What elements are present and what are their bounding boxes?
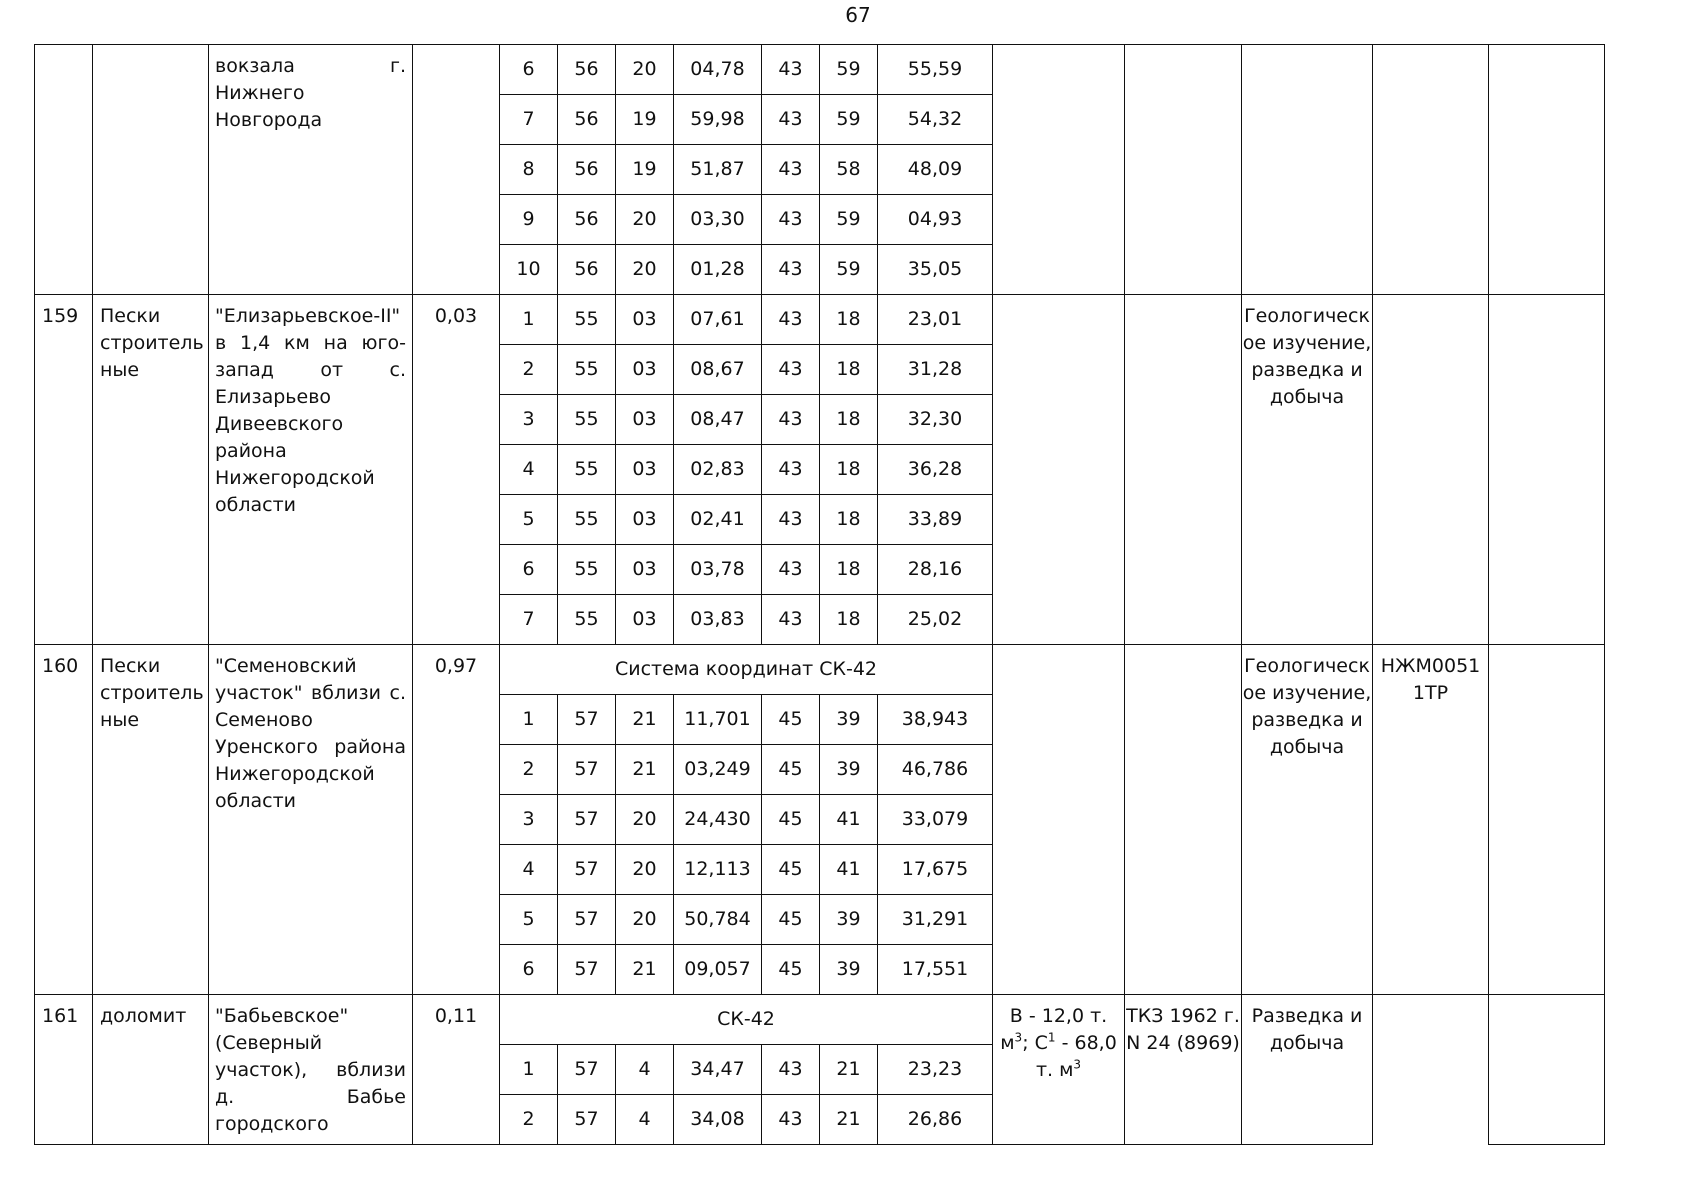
note [1489,45,1605,295]
license-number [1373,995,1489,1145]
coordinate-cell: 01,28 [674,245,762,295]
coordinate-cell: 10 [500,245,558,295]
coordinate-cell: 19 [616,95,674,145]
coordinate-cell: 55 [558,445,616,495]
coordinate-cell: 2 [500,1095,558,1145]
record-number: 159 [35,295,93,645]
coordinate-cell: 31,28 [878,345,993,395]
coordinate-cell: 25,02 [878,595,993,645]
coordinate-cell: 24,430 [674,795,762,845]
coordinate-cell: 57 [558,1045,616,1095]
coordinate-cell: 07,61 [674,295,762,345]
coordinate-cell: 57 [558,895,616,945]
coordinate-cell: 1 [500,695,558,745]
purpose: Разведка и добыча [1242,995,1373,1145]
coordinate-cell: 56 [558,145,616,195]
coordinate-cell: 55 [558,345,616,395]
coordinate-cell: 02,41 [674,495,762,545]
coordinate-cell: 45 [762,795,820,845]
coordinate-cell: 18 [820,445,878,495]
coordinate-cell: 23,01 [878,295,993,345]
coordinate-cell: 55 [558,295,616,345]
coordinate-cell: 6 [500,945,558,995]
deposit-area: 0,03 [413,295,500,645]
coordinate-cell: 59 [820,45,878,95]
coordinate-cell: 43 [762,395,820,445]
coordinate-cell: 59 [820,195,878,245]
coordinate-cell: 31,291 [878,895,993,945]
coordinate-cell: 59 [820,95,878,145]
purpose: Геологическ ое изучение, разведка и добыча [1242,645,1373,995]
coordinate-cell: 04,93 [878,195,993,245]
license-number [1373,45,1489,295]
coordinate-cell: 41 [820,845,878,895]
coordinate-cell: 43 [762,495,820,545]
coordinate-cell: 56 [558,45,616,95]
coordinate-cell: 20 [616,895,674,945]
coordinate-cell: 21 [820,1045,878,1095]
coordinate-cell: 2 [500,745,558,795]
coordinate-cell: 43 [762,295,820,345]
coordinate-cell: 02,83 [674,445,762,495]
coordinate-cell: 34,47 [674,1045,762,1095]
purpose: Геологическ ое изучение, разведка и добыча [1242,295,1373,645]
coordinate-cell: 7 [500,595,558,645]
coordinate-cell: 03,78 [674,545,762,595]
reserves-sup2: 1 [1047,1030,1056,1045]
reserves [993,645,1125,995]
coordinate-cell: 43 [762,445,820,495]
mineral-type: Пески строитель ные [93,295,209,645]
record-number [35,45,93,295]
coordinate-cell: 43 [762,45,820,95]
coordinate-cell: 33,89 [878,495,993,545]
coordinate-cell: 19 [616,145,674,195]
coordinate-cell: 39 [820,945,878,995]
coordinate-cell: 46,786 [878,745,993,795]
coordinate-cell: 55,59 [878,45,993,95]
deposits-table [34,44,1605,1145]
coordinate-cell: 5 [500,895,558,945]
coordinate-cell: 03 [616,445,674,495]
coordinate-cell: 33,079 [878,795,993,845]
coordinate-cell: 18 [820,295,878,345]
coordinate-cell: 32,30 [878,395,993,445]
coordinate-cell: 57 [558,745,616,795]
reserves-part1: В - 12,0 т. м [1000,1005,1108,1054]
record-number: 160 [35,645,93,995]
coordinate-cell: 43 [762,1045,820,1095]
coordinate-cell: 3 [500,795,558,845]
reserves [993,995,1125,1145]
note [1489,645,1605,995]
coordinate-cell: 45 [762,945,820,995]
coordinate-cell: 43 [762,95,820,145]
coordinate-cell: 23,23 [878,1045,993,1095]
coordinate-system-label: СК-42 [500,995,993,1045]
mineral-type: Пески строитель ные [93,645,209,995]
coordinate-cell: 20 [616,195,674,245]
coordinate-cell: 20 [616,45,674,95]
coordinate-cell: 03,83 [674,595,762,645]
coordinate-cell: 9 [500,195,558,245]
coordinate-cell: 56 [558,195,616,245]
coordinate-cell: 1 [500,295,558,345]
coordinate-system-label: Система координат СК-42 [500,645,993,695]
coordinate-cell: 36,28 [878,445,993,495]
coordinate-cell: 21 [616,745,674,795]
coordinate-cell: 43 [762,545,820,595]
coordinate-cell: 43 [762,195,820,245]
deposit-location: "Семеновский участок" вблизи с. Семеново Уренского района Нижегородской области [209,645,413,995]
coordinate-cell: 7 [500,95,558,145]
coordinate-cell: 03 [616,395,674,445]
record-row [35,45,1605,95]
coordinate-cell: 34,08 [674,1095,762,1145]
mineral-type: доломит [93,995,209,1145]
coordinate-cell: 17,551 [878,945,993,995]
coordinate-cell: 08,47 [674,395,762,445]
coordinate-cell: 57 [558,845,616,895]
reserves [993,45,1125,295]
coordinate-cell: 43 [762,145,820,195]
coordinate-cell: 17,675 [878,845,993,895]
coordinate-cell: 56 [558,95,616,145]
reserves-sup1: 3 [1014,1030,1023,1045]
coordinate-cell: 45 [762,895,820,945]
coordinate-cell: 45 [762,845,820,895]
coordinate-cell: 03,249 [674,745,762,795]
coordinate-cell: 38,943 [878,695,993,745]
coordinate-cell: 03 [616,295,674,345]
deposit-area: 0,97 [413,645,500,995]
coordinate-cell: 57 [558,695,616,745]
coordinate-cell: 03,30 [674,195,762,245]
coordinate-cell: 50,784 [674,895,762,945]
coordinate-cell: 43 [762,595,820,645]
coordinate-cell: 3 [500,395,558,445]
record-number: 161 [35,995,93,1145]
record-row [35,295,1605,345]
coordinate-cell: 26,86 [878,1095,993,1145]
coordinate-cell: 03 [616,345,674,395]
deposit-location: "Елизарьевское-II" в 1,4 км на юго-запад от с. Елизарьево Дивеевского района Нижегородской области [209,295,413,645]
coordinate-cell: 18 [820,395,878,445]
coordinate-cell: 5 [500,495,558,545]
coordinate-cell: 18 [820,495,878,545]
coordinate-cell: 03 [616,595,674,645]
deposit-location: "Бабьевское" (Северный участок), вблизи д. Бабье городского [209,995,413,1145]
coordinate-cell: 21 [616,695,674,745]
coordinate-cell: 43 [762,1095,820,1145]
coordinate-cell: 12,113 [674,845,762,895]
coordinate-cell: 39 [820,895,878,945]
coordinate-cell: 51,87 [674,145,762,195]
coordinate-cell: 18 [820,595,878,645]
coordinate-cell: 08,67 [674,345,762,395]
coordinate-cell: 28,16 [878,545,993,595]
coordinate-cell: 55 [558,395,616,445]
coordinate-cell: 59,98 [674,95,762,145]
coordinate-cell: 43 [762,245,820,295]
coordinate-cell: 54,32 [878,95,993,145]
coordinate-cell: 18 [820,345,878,395]
coordinate-cell: 41 [820,795,878,845]
deposit-area [413,45,500,295]
coordinate-cell: 11,701 [674,695,762,745]
coordinate-cell: 55 [558,495,616,545]
coordinate-cell: 18 [820,545,878,595]
coordinate-cell: 4 [500,445,558,495]
coordinate-cell: 55 [558,545,616,595]
coordinate-cell: 2 [500,345,558,395]
coordinate-cell: 55 [558,595,616,645]
coordinate-cell: 48,09 [878,145,993,195]
coordinate-cell: 4 [500,845,558,895]
registration [1125,645,1242,995]
coordinate-cell: 09,057 [674,945,762,995]
reserves-part2: ; С [1022,1032,1048,1054]
coordinate-cell: 43 [762,345,820,395]
license-number [1373,295,1489,645]
coordinate-cell: 59 [820,245,878,295]
registration [1125,45,1242,295]
coordinate-cell: 45 [762,745,820,795]
license-number: НЖМ0051 1ТР [1373,645,1489,995]
note [1489,295,1605,645]
page-number: 67 [845,3,871,27]
reserves-sup3: 3 [1073,1057,1082,1072]
coordinate-cell: 1 [500,1045,558,1095]
coordinate-cell: 57 [558,945,616,995]
coordinate-cell: 56 [558,245,616,295]
coordinate-cell: 57 [558,795,616,845]
coordinate-cell: 21 [820,1095,878,1145]
coordinate-cell: 03 [616,495,674,545]
coordinate-cell: 20 [616,795,674,845]
coordinate-cell: 8 [500,145,558,195]
reserves-part3: - 68,0 т. м [1035,1032,1117,1081]
coordinate-cell: 21 [616,945,674,995]
coordinate-cell: 20 [616,245,674,295]
coordinate-cell: 35,05 [878,245,993,295]
record-row [35,645,1605,695]
coordinate-cell: 45 [762,695,820,745]
coordinate-cell: 03 [616,545,674,595]
mineral-type [93,45,209,295]
coordinate-cell: 39 [820,745,878,795]
deposit-location: вокзала г. Нижнего Новгорода [209,45,413,295]
coordinate-cell: 4 [616,1095,674,1145]
registration: ТКЗ 1962 г. N 24 (8969) [1125,995,1242,1145]
reserves [993,295,1125,645]
coordinate-cell: 58 [820,145,878,195]
coordinate-cell: 20 [616,845,674,895]
coordinate-cell: 6 [500,545,558,595]
coordinate-cell: 57 [558,1095,616,1145]
note [1489,995,1605,1145]
coordinate-cell: 04,78 [674,45,762,95]
deposit-area: 0,11 [413,995,500,1145]
coordinate-cell: 39 [820,695,878,745]
purpose [1242,45,1373,295]
coordinate-cell: 6 [500,45,558,95]
registration [1125,295,1242,645]
coordinate-cell: 4 [616,1045,674,1095]
record-row [35,995,1605,1045]
